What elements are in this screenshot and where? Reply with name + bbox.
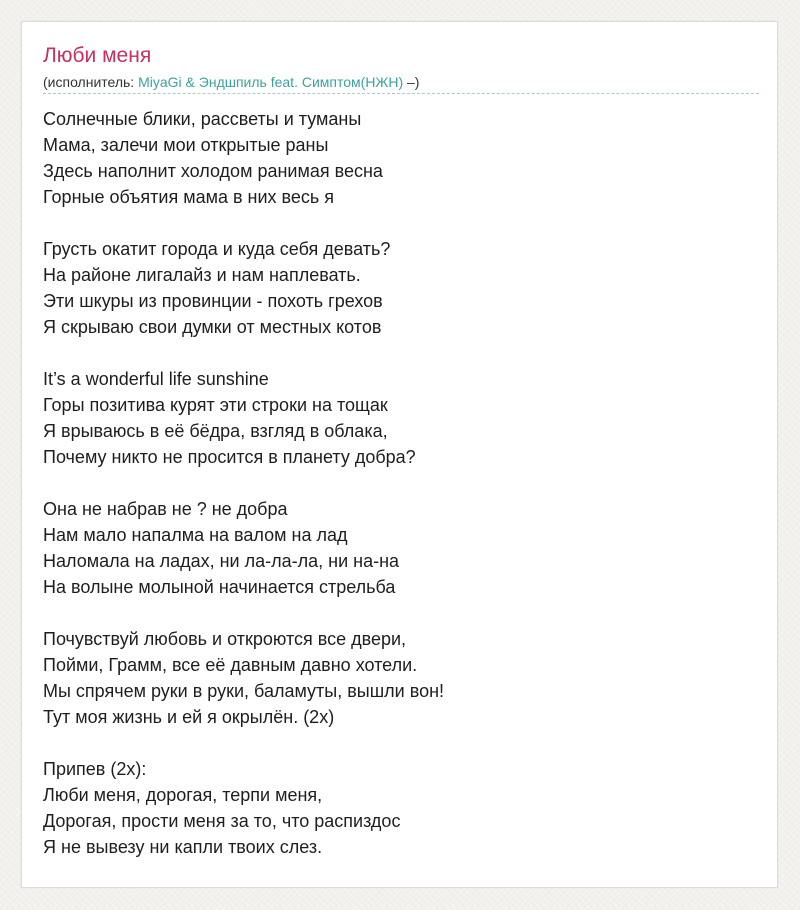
- stanza-break: [43, 600, 759, 626]
- lyrics-card: [21, 21, 778, 888]
- stanza-break: [43, 470, 759, 496]
- lyric-line: Я врываюсь в её бёдра, взгляд в облака,: [43, 421, 388, 441]
- song-title: Люби меня: [43, 44, 152, 67]
- lyric-line: Тут моя жизнь и ей я окрылён. (2x): [43, 707, 335, 727]
- lyrics-text: [43, 106, 759, 860]
- artist-prefix: (исполнитель:: [43, 74, 139, 90]
- lyric-line: Припев (2x):: [43, 759, 147, 779]
- lyric-line: Солнечные блики, рассветы и туманы: [43, 109, 362, 129]
- lyric-line: Эти шкуры из провинции - похоть грехов: [43, 291, 383, 311]
- lyric-line: It’s a wonderful life sunshine: [43, 369, 269, 389]
- lyric-line: Дорогая, прости меня за то, что распиздос: [43, 811, 401, 831]
- lyric-line: Нам мало напалма на валом на лад: [43, 525, 348, 545]
- stanza-break: [43, 340, 759, 366]
- artist-line: [43, 72, 419, 92]
- lyric-line: Я не вывезу ни капли твоих слез.: [43, 837, 323, 857]
- artist-link[interactable]: MiyaGi & Эндшпиль feat. Симптом(НЖН): [138, 74, 404, 90]
- lyric-line: На районе лигалайз и нам наплевать.: [43, 265, 361, 285]
- lyric-line: Мы спрячем руки в руки, баламуты, вышли вон!: [43, 681, 445, 701]
- lyric-line: Она не набрав не ? не добра: [43, 499, 288, 519]
- stanza-break: [43, 730, 759, 756]
- title-divider: [43, 93, 759, 94]
- artist-suffix: –): [403, 74, 420, 90]
- lyric-line: Люби меня, дорогая, терпи меня,: [43, 785, 323, 805]
- lyric-line: Горные объятия мама в них весь я: [43, 187, 335, 207]
- lyric-line: Горы позитива курят эти строки на тощак: [43, 395, 388, 415]
- lyric-line: Мама, залечи мои открытые раны: [43, 135, 329, 155]
- lyric-line: На волыне молыной начинается стрельба: [43, 577, 396, 597]
- lyric-line: Почему никто не просится в планету добра?: [43, 447, 416, 467]
- lyric-line: Пойми, Грамм, все её давным давно хотели.: [43, 655, 418, 675]
- lyric-line: Здесь наполнит холодом ранимая весна: [43, 161, 383, 181]
- lyric-line: Наломала на ладах, ни ла-ла-ла, ни на-на: [43, 551, 400, 571]
- lyric-line: Грусть окатит города и куда себя девать?: [43, 239, 391, 259]
- lyric-line: Почувствуй любовь и откроются все двери,: [43, 629, 407, 649]
- lyric-line: Я скрываю свои думки от местных котов: [43, 317, 382, 337]
- stanza-break: [43, 210, 759, 236]
